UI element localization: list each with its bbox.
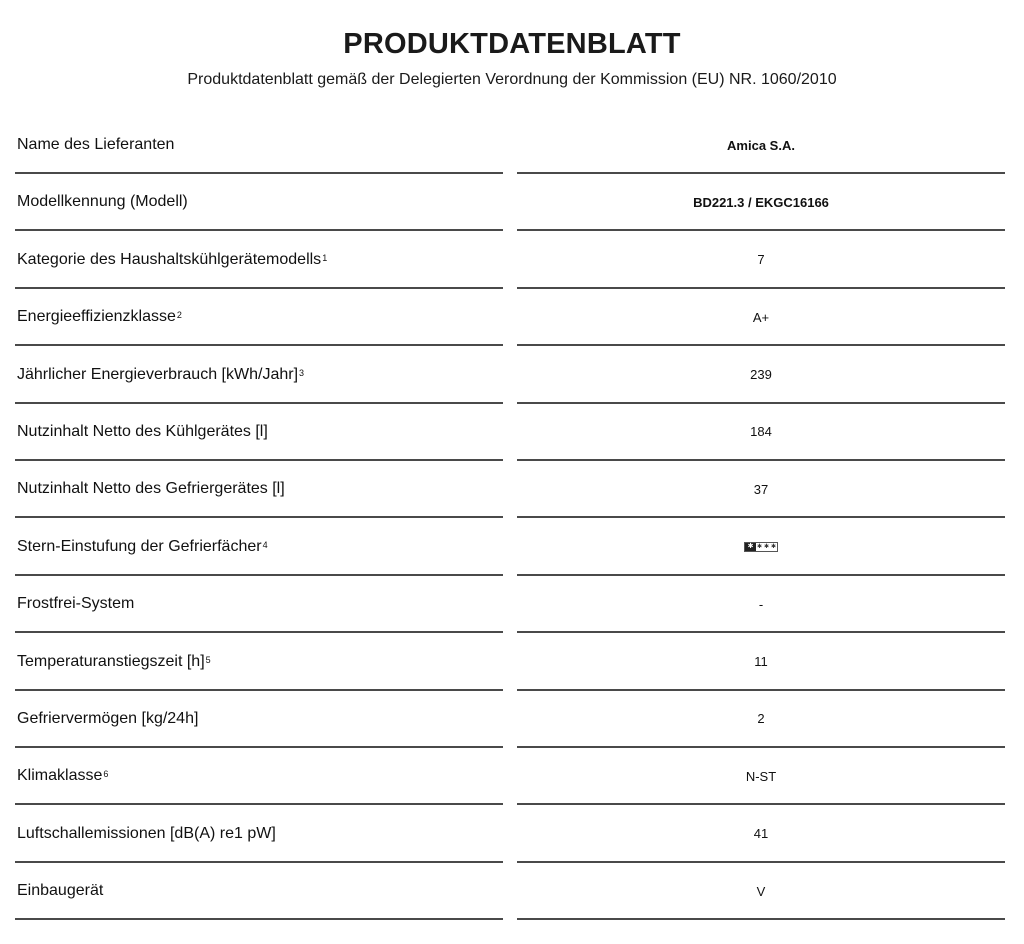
row-value xyxy=(517,519,1005,575)
table-row xyxy=(0,691,1024,748)
table-row xyxy=(0,117,1024,174)
footnote-marker: 4 xyxy=(262,539,268,550)
footnote-marker: 2 xyxy=(176,310,182,321)
table-row xyxy=(0,863,1024,920)
footnote-marker: 6 xyxy=(103,769,109,780)
row-value: V xyxy=(756,883,766,899)
row-value: A+ xyxy=(752,309,770,325)
footnote-marker: 3 xyxy=(299,367,305,378)
row-value: 37 xyxy=(753,481,769,497)
product-data-table xyxy=(0,117,1024,920)
table-row xyxy=(0,232,1024,289)
footnote-marker: 5 xyxy=(205,654,211,665)
footnote-marker: 1 xyxy=(322,252,328,263)
row-label: Nutzinhalt Netto des Kühlgerätes [l] xyxy=(17,422,268,440)
divider xyxy=(15,918,503,920)
row-label: Gefriervermögen [kg/24h] xyxy=(17,709,199,727)
row-label: Klimaklasse $^6$ xyxy=(17,767,109,785)
row-value: 11 xyxy=(754,654,768,670)
table-row xyxy=(0,289,1024,346)
row-value: BD221.3 / EKGC16166 xyxy=(693,194,829,210)
page-title: PRODUKTDATENBLATT xyxy=(343,28,681,60)
row-label: Modellkennung (Modell) xyxy=(17,193,188,211)
row-label: Nutzinhalt Netto des Gefriergerätes [l] xyxy=(17,480,285,498)
table-row xyxy=(0,404,1024,461)
row-label: Kategorie des Haushaltskühlgerätemodells $^1$ xyxy=(17,250,328,268)
four-star-freezer-icon: ✱ ✱ ✱ ✱ xyxy=(744,542,778,552)
row-value: 7 xyxy=(757,252,765,268)
page-subtitle: Produktdatenblatt gemäß der Delegierten Verordnung der Kommission (EU) NR. 1060/2010 xyxy=(187,71,837,88)
table-row xyxy=(0,576,1024,633)
table-row xyxy=(0,461,1024,518)
row-label: Name des Lieferanten xyxy=(17,136,175,153)
row-label: Einbaugerät xyxy=(17,882,104,900)
table-row xyxy=(0,347,1024,404)
row-value: 41 xyxy=(753,826,769,842)
row-value: N-ST xyxy=(745,768,777,784)
table-row xyxy=(0,174,1024,231)
divider xyxy=(517,918,1005,920)
row-label: Temperaturanstiegszeit [h] $^5$ xyxy=(17,652,211,670)
table-row xyxy=(0,748,1024,805)
row-label: Stern-Einstufung der Gefrierfächer $^4$ xyxy=(17,537,268,555)
row-value: 184 xyxy=(750,424,772,440)
row-value: 2 xyxy=(757,711,765,727)
row-label: Energieeffizienzklasse $^2$ xyxy=(17,308,182,326)
row-value: 239 xyxy=(750,367,772,383)
row-value: Amica S.A. xyxy=(727,137,795,153)
table-row xyxy=(0,519,1024,576)
row-label: Jährlicher Energieverbrauch [kWh/Jahr] $^3$ xyxy=(17,365,305,383)
row-value: - xyxy=(758,596,764,612)
table-row xyxy=(0,634,1024,691)
row-label: Luftschallemissionen [dB(A) re1 pW] xyxy=(17,824,276,842)
table-row xyxy=(0,806,1024,863)
row-label: Frostfrei-System xyxy=(17,595,135,613)
